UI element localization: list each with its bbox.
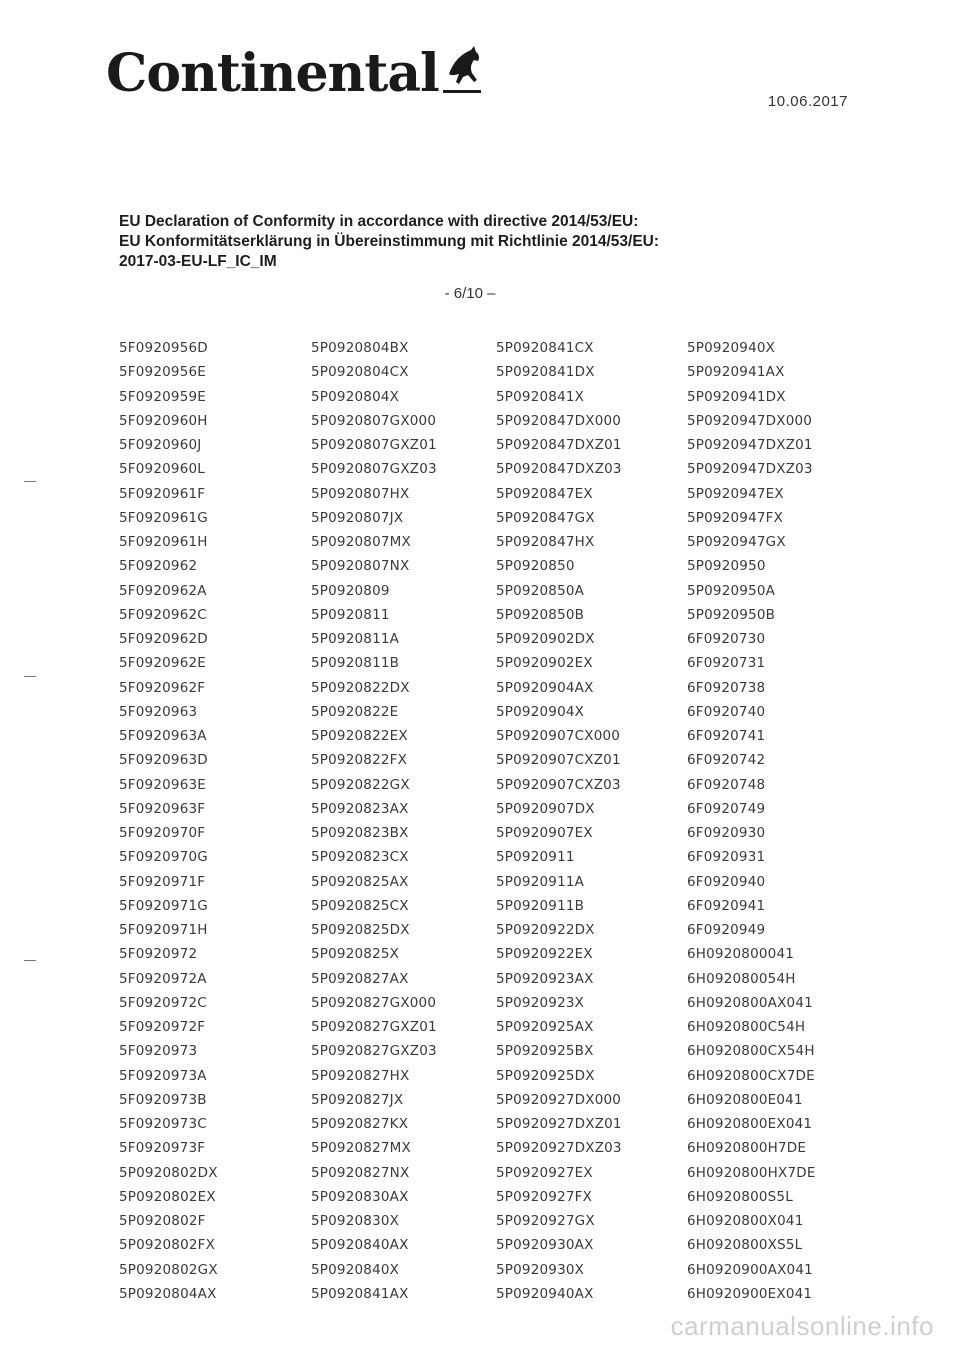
- part-number-item: 6F0920930: [687, 825, 766, 841]
- part-number-item: 5P0920804BX: [311, 340, 409, 356]
- part-number-item: 5P0920941AX: [687, 364, 785, 381]
- part-number-item: 5P0920802FX: [119, 1237, 216, 1254]
- part-number-item: 5F0920963F: [119, 800, 206, 817]
- part-number-item: 5P0920923X: [496, 994, 585, 1011]
- part-number-item: 5P0920802EX: [119, 1188, 216, 1205]
- margin-mark: [24, 481, 36, 482]
- part-number-item: 5P0920904AX: [496, 679, 594, 696]
- part-number-item: 6F0920731: [687, 655, 766, 672]
- part-number-item: 5F0920973: [119, 1043, 198, 1060]
- part-number-item: 5P0920823BX: [311, 825, 409, 841]
- part-number-item: 6H0920800XS5L: [687, 1237, 803, 1254]
- part-number-item: 5F0920973C: [119, 1116, 207, 1132]
- part-number-item: 5P0920802F: [119, 1213, 206, 1229]
- part-number-item: 5F0920970G: [119, 849, 208, 866]
- part-number-item: 5P0920904X: [496, 703, 585, 720]
- part-number-item: 5P0920907CXZ03: [496, 776, 621, 793]
- part-number-item: 5P0920923AX: [496, 970, 594, 987]
- part-number-item: 5P0920822EX: [311, 728, 408, 744]
- part-number-item: 6F0920742: [687, 752, 766, 769]
- part-number-item: 5P0920927GX: [496, 1213, 595, 1229]
- part-number-item: 5P0920827KX: [311, 1116, 409, 1132]
- part-number-item: 6F0920730: [687, 631, 766, 647]
- part-number-item: 5P0920823CX: [311, 849, 409, 866]
- part-number-item: 5P0920925DX: [496, 1067, 595, 1084]
- part-number-item: 5F0920971G: [119, 897, 208, 914]
- part-number-item: 5P0920827JX: [311, 1091, 404, 1108]
- part-number-item: 5P0920830X: [311, 1213, 400, 1229]
- part-number-item: 5P0920907CXZ01: [496, 752, 621, 769]
- part-number-item: 5F0920962E: [119, 655, 207, 672]
- part-number-item: 5P0920925AX: [496, 1019, 594, 1035]
- document-heading: [119, 212, 739, 272]
- part-number-item: 5P0920807GXZ03: [311, 461, 437, 478]
- part-number-item: 5P0920825X: [311, 946, 400, 963]
- part-number-item: 5P0920804X: [311, 388, 400, 405]
- part-number-item: 6H0920800EX041: [687, 1116, 813, 1132]
- part-number-item: 5P0920807NX: [311, 558, 410, 575]
- part-number-item: 5P0920930AX: [496, 1237, 594, 1254]
- part-number-item: 5P0920911A: [496, 873, 585, 890]
- part-number-item: 6H0920900AX041: [687, 1261, 813, 1278]
- part-number-item: 6H0920900EX041: [687, 1285, 813, 1302]
- part-number-item: 5P0920822FX: [311, 752, 408, 769]
- part-number-item: 5P0920911: [496, 849, 575, 866]
- part-number-item: 5P0920927DX000: [496, 1091, 622, 1108]
- part-number-item: 5F0920963D: [119, 752, 208, 769]
- part-number-item: 5F0920970F: [119, 825, 206, 841]
- document-date: 10.06.2017: [767, 93, 848, 110]
- part-number-item: 5P0920827MX: [311, 1140, 411, 1157]
- part-number-item: 5P0920804AX: [119, 1285, 217, 1302]
- part-number-item: 5P0920825CX: [311, 897, 409, 914]
- part-number-item: 6H0920800X041: [687, 1213, 804, 1229]
- part-number-item: 5P0920847DXZ03: [496, 461, 622, 478]
- part-number-item: 5P0920850B: [496, 606, 585, 623]
- part-number-item: 5F0920956D: [119, 340, 208, 356]
- part-number-item: 5P0920907CX000: [496, 728, 621, 744]
- page-number: - 6/10 –: [444, 285, 496, 302]
- part-number-item: 5P0920841CX: [496, 340, 594, 356]
- part-number-item: 5F0920963E: [119, 776, 207, 793]
- part-number-item: 5F0920972C: [119, 994, 207, 1011]
- part-number-item: 6H0920800S5L: [687, 1188, 793, 1205]
- part-number-item: 5P0920902DX: [496, 631, 595, 647]
- part-number-item: 5F0920961G: [119, 509, 208, 526]
- continental-logo: [106, 43, 483, 104]
- part-number-item: 5F0920963: [119, 703, 198, 720]
- part-number-item: 5F0920960H: [119, 412, 208, 429]
- part-number-item: 6F0920740: [687, 703, 766, 720]
- part-number-item: 5P0920822DX: [311, 679, 410, 696]
- part-number-item: 6H0920800HX7DE: [687, 1164, 816, 1181]
- part-number-item: 5P0920825DX: [311, 922, 410, 938]
- part-number-item: 5P0920847EX: [496, 485, 593, 502]
- part-number-item: 5F0920971H: [119, 922, 208, 938]
- part-number-item: 5P0920807MX: [311, 534, 411, 550]
- part-number-item: 5F0920971F: [119, 873, 206, 890]
- part-number-item: 6H0920800E041: [687, 1091, 803, 1108]
- margin-mark: [24, 676, 36, 677]
- part-number-item: 5P0920940X: [687, 340, 776, 356]
- margin-mark: [24, 960, 36, 961]
- part-number-item: 5P0920847HX: [496, 534, 595, 550]
- part-number-item: 5P0920950A: [687, 582, 776, 599]
- part-number-item: 5P0920930X: [496, 1261, 585, 1278]
- part-number-item: 5P0920947DXZ01: [687, 437, 813, 453]
- part-number-item: 5P0920927EX: [496, 1164, 593, 1181]
- part-number-item: 6H092080054H: [687, 970, 796, 987]
- part-number-item: 6F0920941: [687, 897, 766, 914]
- part-number-item: 5P0920911B: [496, 897, 585, 914]
- part-number-item: 5P0920927DXZ01: [496, 1116, 622, 1132]
- part-number-item: 5P0920847DX000: [496, 412, 622, 429]
- part-number-item: 5P0920847DXZ01: [496, 437, 622, 453]
- part-number-item: 5P0920840AX: [311, 1237, 409, 1254]
- part-number-item: 5F0920972: [119, 946, 198, 963]
- part-number-item: 5P0920804CX: [311, 364, 409, 381]
- part-number-item: 5P0920827HX: [311, 1067, 410, 1084]
- part-number-item: 5F0920962C: [119, 606, 207, 623]
- part-number-item: 5P0920907EX: [496, 825, 593, 841]
- part-number-item: 5P0920827GXZ01: [311, 1019, 437, 1035]
- part-number-item: 5P0920947FX: [687, 509, 784, 526]
- part-number-item: 5F0920959E: [119, 388, 207, 405]
- part-number-item: 5P0920841X: [496, 388, 585, 405]
- watermark-text: carmanualsonline.info: [670, 1311, 934, 1341]
- part-number-item: 5P0920947DXZ03: [687, 461, 813, 478]
- part-number-item: 5F0920960J: [119, 437, 202, 453]
- part-number-item: 5P0920941DX: [687, 388, 786, 405]
- part-number-item: 5F0920962D: [119, 631, 208, 647]
- part-number-item: 5F0920972F: [119, 1019, 206, 1035]
- part-number-item: 6H0920800AX041: [687, 994, 813, 1011]
- part-number-item: 5P0920950B: [687, 606, 776, 623]
- part-number-item: 5F0920963A: [119, 728, 207, 744]
- part-number-item: 5P0920827AX: [311, 970, 409, 987]
- part-number-item: 6F0920931: [687, 849, 766, 866]
- part-number-item: 6H0920800041: [687, 946, 795, 963]
- part-number-item: 5P0920811: [311, 606, 390, 623]
- part-number-item: 5P0920927FX: [496, 1188, 593, 1205]
- part-number-item: 6H0920800CX7DE: [687, 1067, 815, 1084]
- part-number-column-2: [311, 336, 437, 1306]
- part-number-item: 5P0920811B: [311, 655, 400, 672]
- part-number-item: 5P0920907DX: [496, 800, 595, 817]
- part-number-item: 5P0920809: [311, 582, 390, 599]
- part-number-item: 5F0920973B: [119, 1091, 207, 1108]
- part-number-item: 5P0920947GX: [687, 534, 786, 550]
- part-number-item: 6F0920748: [687, 776, 766, 793]
- part-number-column-4: [687, 336, 816, 1306]
- part-number-item: 5P0920902EX: [496, 655, 593, 672]
- part-number-item: 5P0920827NX: [311, 1164, 410, 1181]
- part-number-item: 5F0920961F: [119, 485, 206, 502]
- part-number-item: 5P0920823AX: [311, 800, 409, 817]
- part-number-item: 6F0920749: [687, 800, 766, 817]
- part-number-item: 6F0920741: [687, 728, 766, 744]
- part-number-column-1: [119, 336, 218, 1306]
- part-number-item: 5F0920962F: [119, 679, 206, 696]
- part-number-item: 6F0920738: [687, 679, 766, 696]
- part-number-item: 5P0920802DX: [119, 1164, 218, 1181]
- part-number-item: 5P0920807GXZ01: [311, 437, 437, 453]
- part-number-item: 5P0920841AX: [311, 1285, 409, 1302]
- part-number-item: 5P0920922DX: [496, 922, 595, 938]
- horse-icon: [441, 44, 483, 100]
- part-number-item: 5P0920925BX: [496, 1043, 594, 1060]
- part-number-item: 5P0920927DXZ03: [496, 1140, 622, 1157]
- part-number-item: 5F0920973A: [119, 1067, 207, 1084]
- part-number-item: 5P0920807GX000: [311, 412, 437, 429]
- part-number-item: 6F0920940: [687, 873, 766, 890]
- part-number-item: 5P0920950: [687, 558, 766, 575]
- part-number-item: 6H0920800CX54H: [687, 1043, 815, 1060]
- part-number-item: 5F0920956E: [119, 364, 207, 381]
- part-number-item: 5P0920850A: [496, 582, 585, 599]
- part-number-item: 5F0920972A: [119, 970, 207, 987]
- part-number-item: 5P0920802GX: [119, 1261, 218, 1278]
- logo-wordmark: Continental: [106, 43, 439, 104]
- part-number-item: 5F0920962: [119, 558, 198, 575]
- part-number-item: 5P0920840X: [311, 1261, 400, 1278]
- part-number-item: 5F0920961H: [119, 534, 208, 550]
- part-number-item: 5P0920940AX: [496, 1285, 594, 1302]
- part-number-item: 5P0920841DX: [496, 364, 595, 381]
- part-number-column-3: [496, 336, 622, 1306]
- part-number-item: 5P0920807HX: [311, 485, 410, 502]
- part-number-item: 5P0920947DX000: [687, 412, 813, 429]
- part-number-item: 5P0920822E: [311, 703, 399, 720]
- part-number-item: 5F0920973F: [119, 1140, 206, 1157]
- heading-line-english: EU Declaration of Conformity in accordance with directive 2014/53/EU:: [119, 213, 639, 230]
- part-number-item: 6F0920949: [687, 922, 766, 938]
- part-number-item: 5F0920962A: [119, 582, 207, 599]
- part-number-item: 5P0920827GX000: [311, 994, 437, 1011]
- heading-line-german: EU Konformitätserklärung in Übereinstimmung mit Richtlinie 2014/53/EU:: [119, 233, 660, 250]
- part-number-item: 5P0920947EX: [687, 485, 784, 502]
- heading-line-reference: 2017-03-EU-LF_IC_IM: [119, 253, 277, 270]
- part-number-item: 5P0920827GXZ03: [311, 1043, 437, 1060]
- part-number-item: 5P0920922EX: [496, 946, 593, 963]
- part-number-item: 5P0920847GX: [496, 509, 595, 526]
- part-number-item: 6H0920800H7DE: [687, 1140, 807, 1157]
- part-number-item: 5P0920850: [496, 558, 575, 575]
- part-number-item: 6H0920800C54H: [687, 1019, 806, 1035]
- part-number-item: 5P0920811A: [311, 631, 400, 647]
- part-number-item: 5F0920960L: [119, 461, 205, 478]
- part-number-item: 5P0920807JX: [311, 509, 404, 526]
- part-number-item: 5P0920822GX: [311, 776, 410, 793]
- part-number-item: 5P0920830AX: [311, 1188, 409, 1205]
- part-number-item: 5P0920825AX: [311, 873, 409, 890]
